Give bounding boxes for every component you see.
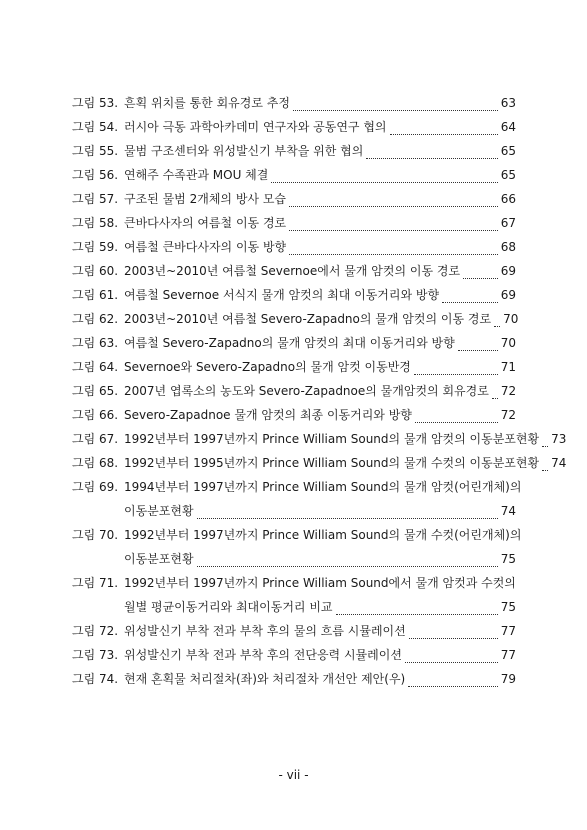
figure-label: 그림 53. <box>72 96 119 110</box>
figure-title: 2007년 엽록소의 농도와 Severo-Zapadnoe의 물개암컷의 회유경로 <box>124 384 489 398</box>
page-number: 75 <box>500 552 516 566</box>
dot-leader <box>409 637 498 639</box>
dot-leader <box>494 325 500 327</box>
entry-body <box>124 379 516 403</box>
dot-leader <box>289 253 498 255</box>
entry-body <box>124 211 516 235</box>
table-of-figures <box>72 91 567 691</box>
toc-entry[interactable] <box>72 619 516 643</box>
page-number: 69 <box>500 264 516 278</box>
dot-leader <box>197 565 498 567</box>
figure-label: 그림 59. <box>72 240 119 254</box>
dot-leader <box>271 181 497 183</box>
page-number: 72 <box>500 384 517 398</box>
toc-entry[interactable] <box>72 115 516 139</box>
dot-leader <box>542 445 548 447</box>
figure-label: 그림 65. <box>72 384 119 398</box>
toc-entry[interactable] <box>72 235 516 259</box>
figure-title: 2003년~2010년 여름철 Severnoe에서 물개 암컷의 이동 경로 <box>124 264 461 278</box>
figure-title: Severo-Zapadnoe 물개 암컷의 최종 이동거리와 방향 <box>124 408 412 422</box>
figure-title: 여름철 Severo-Zapadno의 물개 암컷의 최대 이동거리와 방향 <box>124 336 455 350</box>
figure-title: 1992년부터 1997년까지 Prince William Sound의 물개 수컷(어린개체)의 <box>124 528 522 542</box>
toc-entry[interactable] <box>72 259 516 283</box>
page-number-footer: - vii - <box>278 768 309 782</box>
figure-label: 그림 68. <box>72 456 119 470</box>
page-number: 74 <box>500 504 516 518</box>
toc-entry[interactable] <box>72 667 516 691</box>
toc-entry[interactable] <box>72 571 516 619</box>
page-number: 79 <box>500 672 516 686</box>
figure-title: 1992년부터 1995년까지 Prince William Sound의 물개 수컷의 이동분포현황 <box>124 456 540 470</box>
figure-label: 그림 67. <box>72 432 119 446</box>
figure-title: 이동분포현황 <box>124 504 194 518</box>
page-number: 63 <box>500 96 516 110</box>
entry-body <box>124 187 516 211</box>
figure-label: 그림 74. <box>72 672 119 686</box>
dot-leader <box>197 517 498 519</box>
entry-body <box>124 139 516 163</box>
toc-entry[interactable] <box>72 475 522 523</box>
figure-label: 그림 57. <box>72 192 119 206</box>
figure-title: 연해주 수족관과 MOU 체결 <box>124 168 269 182</box>
toc-entry[interactable] <box>72 91 516 115</box>
page-number: 67 <box>500 216 516 230</box>
entry-body <box>124 355 516 379</box>
figure-title: 러시아 극동 과학아카데미 연구자와 공동연구 협의 <box>124 120 387 134</box>
toc-entry[interactable] <box>72 643 516 667</box>
dot-leader <box>366 157 497 159</box>
figure-label: 그림 72. <box>72 624 119 638</box>
page-number: 65 <box>500 168 516 182</box>
toc-entry[interactable] <box>72 283 516 307</box>
entry-body <box>124 475 522 523</box>
toc-entry[interactable] <box>72 355 516 379</box>
figure-label: 그림 70. <box>72 528 119 542</box>
page-number: 66 <box>500 192 516 206</box>
figure-title: Severnoe와 Severo-Zapadno의 물개 암컷 이동반경 <box>124 360 411 374</box>
entry-body <box>124 619 516 643</box>
toc-entry[interactable] <box>72 163 516 187</box>
toc-entry[interactable] <box>72 523 522 571</box>
figure-label: 그림 69. <box>72 480 119 494</box>
figure-title: 1992년부터 1997년까지 Prince William Sound에서 물개 암컷과 수컷의 <box>124 576 516 590</box>
page-number: 73 <box>551 432 567 446</box>
entry-body <box>124 523 522 571</box>
toc-entry[interactable] <box>72 379 516 403</box>
figure-label: 그림 55. <box>72 144 119 158</box>
toc-entry[interactable] <box>72 211 516 235</box>
figure-label: 그림 73. <box>72 648 119 662</box>
figure-title: 이동분포현황 <box>124 552 194 566</box>
toc-entry[interactable] <box>72 187 516 211</box>
entry-body <box>124 451 567 475</box>
entry-body <box>124 331 516 355</box>
toc-entry[interactable] <box>72 307 519 331</box>
page-number: 77 <box>500 624 516 638</box>
dot-leader <box>405 661 498 663</box>
toc-entry[interactable] <box>72 451 567 475</box>
page-number: 70 <box>503 312 519 326</box>
entry-body <box>124 307 519 331</box>
page-number: 64 <box>500 120 516 134</box>
figure-label: 그림 63. <box>72 336 119 350</box>
figure-label: 그림 62. <box>72 312 119 326</box>
toc-entry[interactable] <box>72 427 567 451</box>
dot-leader <box>415 421 498 423</box>
entry-body <box>124 667 516 691</box>
dot-leader <box>542 469 548 471</box>
dot-leader <box>289 229 498 231</box>
entry-body <box>124 259 516 283</box>
figure-label: 그림 58. <box>72 216 119 230</box>
figure-label: 그림 54. <box>72 120 119 134</box>
figure-title: 큰바다사자의 여름철 이동 경로 <box>124 216 287 230</box>
page-number: 70 <box>500 336 516 350</box>
figure-title: 월별 평균이동거리와 최대이동거리 비교 <box>124 600 333 614</box>
dot-leader <box>293 109 498 111</box>
figure-title: 구조된 물범 2개체의 방사 모습 <box>124 192 286 206</box>
entry-body <box>124 91 516 115</box>
toc-entry[interactable] <box>72 403 516 427</box>
figure-title: 위성발신기 부착 전과 부착 후의 물의 흐름 시뮬레이션 <box>124 624 406 638</box>
page-number: 65 <box>500 144 516 158</box>
figure-label: 그림 64. <box>72 360 119 374</box>
entry-body <box>124 283 516 307</box>
figure-title: 1992년부터 1997년까지 Prince William Sound의 물개 암컷의 이동분포현황 <box>124 432 540 446</box>
page-number: 75 <box>500 600 516 614</box>
dot-leader <box>408 685 497 687</box>
page-number: 77 <box>500 648 516 662</box>
dot-leader <box>414 373 498 375</box>
dot-leader <box>336 613 498 615</box>
page-number: 71 <box>500 360 516 374</box>
figure-title: 물범 구조센터와 위성발신기 부착을 위한 협의 <box>124 144 364 158</box>
dot-leader <box>463 277 498 279</box>
entry-body <box>124 115 516 139</box>
figure-title: 흔획 위치를 통한 회유경로 추정 <box>124 96 290 110</box>
dot-leader <box>390 133 498 135</box>
figure-label: 그림 56. <box>72 168 119 182</box>
figure-label: 그림 61. <box>72 288 119 302</box>
entry-body <box>124 571 516 619</box>
figure-title: 여름철 Severnoe 서식지 물개 암컷의 최대 이동거리와 방향 <box>124 288 440 302</box>
figure-label: 그림 71. <box>72 576 119 590</box>
figure-label: 그림 60. <box>72 264 119 278</box>
figure-title: 1994년부터 1997년까지 Prince William Sound의 물개 암컷(어린개체)의 <box>124 480 522 494</box>
toc-entry[interactable] <box>72 139 516 163</box>
figure-title: 2003년~2010년 여름철 Severo-Zapadno의 물개 암컷의 이동 경로 <box>124 312 492 326</box>
dot-leader <box>492 397 498 399</box>
entry-body <box>124 643 516 667</box>
figure-title: 현재 혼획물 처리절차(좌)와 처리절차 개선안 제안(우) <box>124 672 406 686</box>
entry-body <box>124 427 567 451</box>
toc-entry[interactable] <box>72 331 516 355</box>
page-number: 69 <box>500 288 516 302</box>
figure-title: 여름철 큰바다사자의 이동 방향 <box>124 240 287 254</box>
entry-body <box>124 163 516 187</box>
dot-leader <box>289 205 498 207</box>
page-number: 74 <box>551 456 567 470</box>
figure-label: 그림 66. <box>72 408 119 422</box>
entry-body <box>124 403 516 427</box>
dot-leader <box>458 349 498 351</box>
entry-body <box>124 235 516 259</box>
dot-leader <box>442 301 498 303</box>
page-number: 68 <box>500 240 516 254</box>
figure-title: 위성발신기 부착 전과 부착 후의 전단응력 시뮬레이션 <box>124 648 402 662</box>
page-number: 72 <box>500 408 516 422</box>
